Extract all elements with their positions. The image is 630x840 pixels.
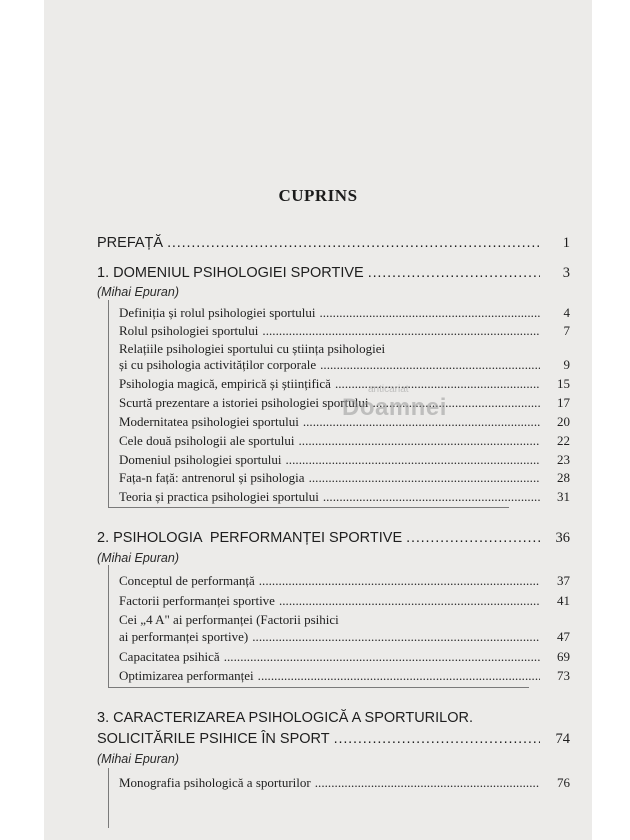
toc-entry-chapter-1 xyxy=(97,265,570,282)
toc-subentry xyxy=(119,395,570,411)
toc-subentry xyxy=(119,323,570,339)
toc-page-number: 76 xyxy=(557,775,570,790)
toc-label: Fața-n față: antrenorul și psihologia xyxy=(119,470,305,485)
toc-subentry xyxy=(119,433,570,449)
toc-label: PREFAȚĂ xyxy=(97,235,164,251)
toc-label: Teoria și practica psihologiei sportului xyxy=(119,489,319,504)
toc-page-number: 37 xyxy=(557,573,570,588)
toc-label: Conceptul de performanță xyxy=(119,573,255,588)
page-title: CUPRINS xyxy=(278,186,358,205)
dot-leader xyxy=(279,593,540,609)
toc-page-number: 28 xyxy=(557,470,570,485)
toc-page-number: 4 xyxy=(563,305,570,320)
dot-leader xyxy=(334,731,540,747)
toc-subentry xyxy=(119,775,570,791)
toc-label: Psihologia magică, empirică și științifică xyxy=(119,376,331,391)
toc-entry-preface xyxy=(97,235,570,252)
toc-subentry xyxy=(119,305,570,321)
toc-label: Rolul psihologiei sportului xyxy=(119,323,259,338)
toc-subentry-line1: Cei „4 A" ai performanței (Factorii psihici xyxy=(119,612,339,627)
toc-label: Capacitatea psihică xyxy=(119,649,220,664)
watermark-main-text: Doamnei xyxy=(342,394,447,421)
toc-page-number: 36 xyxy=(555,530,570,546)
toc-subentry xyxy=(119,357,570,373)
toc-subentry xyxy=(119,470,570,486)
toc-label: Factorii performanței sportive xyxy=(119,593,275,608)
toc-subentry-line1: Relațiile psihologiei sportului cu știința psihologiei xyxy=(119,341,386,356)
toc-subentry xyxy=(119,629,570,645)
toc-subentry xyxy=(119,649,570,665)
toc-entry-chapter-3-line1: 3. CARACTERIZAREA PSIHOLOGICĂ A SPORTURILOR. xyxy=(97,710,474,726)
toc-entry-chapter-2 xyxy=(97,530,570,547)
book-page xyxy=(44,0,592,840)
dot-leader xyxy=(252,629,540,645)
watermark-top-text: anticariat xyxy=(368,384,409,395)
dot-leader xyxy=(372,395,540,411)
toc-page-number: 15 xyxy=(557,376,570,391)
dot-leader xyxy=(224,649,540,665)
chapter-2-author: (Mihai Epuran) xyxy=(97,551,179,565)
dot-leader xyxy=(406,530,540,546)
toc-page-number: 73 xyxy=(557,668,570,683)
toc-label: Cele două psihologii ale sportului xyxy=(119,433,295,448)
chapter-1-author: (Mihai Epuran) xyxy=(97,285,179,299)
toc-page-number: 31 xyxy=(557,489,570,504)
chapter-3-author: (Mihai Epuran) xyxy=(97,752,179,766)
toc-label: SOLICITĂRILE PSIHICE ÎN SPORT xyxy=(97,731,330,747)
toc-subentry xyxy=(119,668,570,684)
toc-label: 2. PSIHOLOGIA PERFORMANȚEI SPORTIVE xyxy=(97,530,403,546)
dot-leader xyxy=(258,668,540,684)
toc-page-number: 23 xyxy=(557,452,570,467)
dot-leader xyxy=(298,433,540,449)
toc-page-number: 9 xyxy=(563,357,570,372)
dot-leader xyxy=(262,323,540,339)
dot-leader xyxy=(286,452,541,468)
toc-label: Domeniul psihologiei sportului xyxy=(119,452,282,467)
toc-subentry xyxy=(119,573,570,589)
toc-page-number: 20 xyxy=(557,414,570,429)
toc-subentry xyxy=(119,593,570,609)
toc-subentry xyxy=(119,452,570,468)
dot-leader xyxy=(320,357,540,373)
dot-leader xyxy=(309,470,540,486)
toc-subentry xyxy=(119,376,570,392)
dot-leader xyxy=(368,265,540,281)
dot-leader xyxy=(303,414,540,430)
toc-label: 1. DOMENIUL PSIHOLOGIEI SPORTIVE xyxy=(97,265,364,281)
toc-page-number: 74 xyxy=(555,731,570,747)
toc-label: Definiția și rolul psihologiei sportului xyxy=(119,305,316,320)
dot-leader xyxy=(319,305,540,321)
dot-leader xyxy=(167,235,540,251)
toc-label: Monografia psihologică a sporturilor xyxy=(119,775,311,790)
toc-page-number: 1 xyxy=(562,235,570,251)
toc-page-number: 3 xyxy=(562,265,570,281)
toc-page-number: 7 xyxy=(563,323,570,338)
dot-leader xyxy=(323,489,540,505)
toc-label: Optimizarea performanței xyxy=(119,668,254,683)
toc-subentry xyxy=(119,414,570,430)
toc-label: Scurtă prezentare a istoriei psihologiei sportului xyxy=(119,395,369,410)
toc-label: și cu psihologia activităților corporale xyxy=(119,357,317,372)
dot-leader xyxy=(335,376,540,392)
dot-leader xyxy=(259,573,540,589)
toc-subentry xyxy=(119,489,570,505)
toc-page-number: 47 xyxy=(557,629,570,644)
toc-entry-chapter-3 xyxy=(97,731,570,748)
toc-page-number: 17 xyxy=(557,395,570,410)
toc-page-number: 41 xyxy=(557,593,570,608)
dot-leader xyxy=(315,775,540,791)
toc-label: Modernitatea psihologiei sportului xyxy=(119,414,299,429)
toc-label: ai performanței sportive) xyxy=(119,629,249,644)
toc-page-number: 22 xyxy=(557,433,570,448)
toc-page-number: 69 xyxy=(557,649,570,664)
